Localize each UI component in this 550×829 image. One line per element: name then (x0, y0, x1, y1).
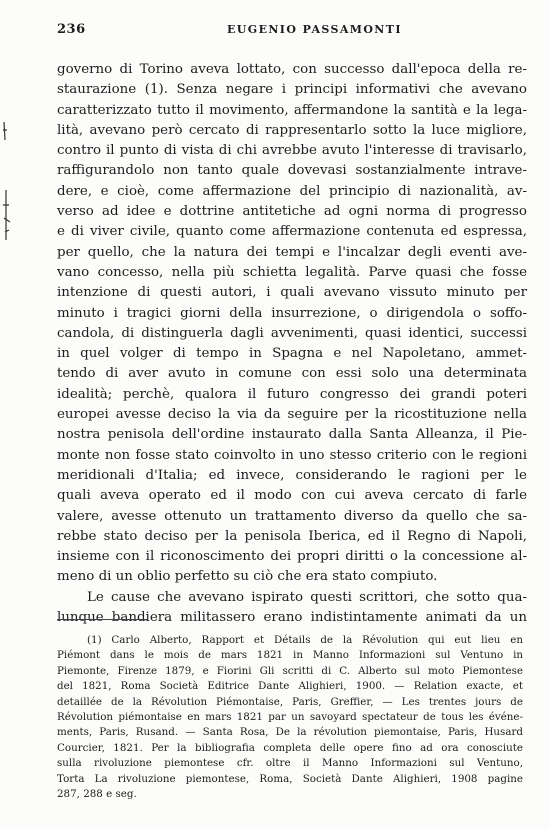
body-line: per quello, che la natura dei tempi e l'incalzar degli eventi ave- (57, 244, 527, 260)
footnote-line: (1) Carlo Alberto, Rapport et Détails de la Révolution qui eut lieu en (87, 634, 523, 646)
body-line: dere, e cioè, come affermazione del principio di nazionalità, av- (57, 183, 527, 199)
body-line: meno di un oblio perfetto su ciò che era stato compiuto. (57, 569, 438, 585)
footnote-line: detaillée de la Révolution Piémontaise, Paris, Greffier, — Les trentes jours de (57, 695, 523, 708)
page-header (57, 22, 525, 40)
body-line: insieme con il riconoscimento dei propri diritti o la concessione al- (57, 549, 527, 565)
body-line: lunque bandiera militassero erano indistintamente animati da un (57, 610, 527, 626)
footnote-line: Torta La rivoluzione piemontese, Roma, Società Dante Alighieri, 1908 pagine (57, 772, 523, 785)
body-line: verso ad idee e dottrine antitetiche ad ogni norma di progresso (57, 204, 527, 220)
footnote-rule (57, 619, 147, 620)
footnote-line: Piémont dans le mois de mars 1821 in Manno Informazioni sul Ventuno in (57, 649, 523, 662)
body-line: monte non fosse stato coinvolto in uno stesso criterio con le regioni (57, 447, 527, 463)
body-line: candola, di distinguerla dagli avvenimenti, quasi identici, successi (57, 325, 527, 341)
margin-marks (0, 110, 20, 250)
body-line: governo di Torino aveva lottato, con successo dall'epoca della re- (57, 62, 527, 77)
running-head: EUGENIO PASSAMONTI (227, 23, 402, 36)
body-line: lità, avevano però cercato di rappresentarlo sotto la luce migliore, (57, 122, 527, 138)
footnote-line: Courcier, 1821. Per la bibliografia completa delle opere fino ad ora conosciute (57, 741, 523, 754)
body-line: nostra penisola dell'ordine instaurato dalla Santa Alleanza, il Pie- (57, 427, 527, 443)
footnote-line: ments, Paris, Rusand. — Santa Rosa, De la révolution piemontaise, Paris, Husard (57, 726, 523, 739)
body-line: raffigurandolo non tanto quale dovevasi sostanzialmente intrave- (57, 163, 527, 179)
body-line: vano concesso, nella più schietta legalità. Parve quasi che fosse (57, 264, 527, 280)
body-line: rebbe stato deciso per la penisola Iberica, ed il Regno di Napoli, (57, 528, 527, 544)
body-line: staurazione (1). Senza negare i principi informativi che avevano (57, 82, 527, 98)
body-line: Le cause che avevano ispirato questi scrittori, che sotto qua- (87, 589, 527, 605)
footnote-line: del 1821, Roma Società Editrice Dante Alighieri, 1900. — Relation exacte, et (57, 680, 523, 693)
footnote-line: Piemonte, Firenze 1879, e Fiorini Gli scritti di C. Alberto sul moto Piemontese (57, 664, 523, 677)
margin-marks-graphic (0, 110, 20, 250)
body-text (57, 60, 527, 628)
page-number: 236 (57, 22, 86, 37)
footnotes (57, 633, 523, 802)
body-line: minuto i tragici giorni della insurrezione, o dirigendola o soffo- (57, 305, 527, 321)
body-line: tendo di aver avuto in comune con essi solo una determinata (57, 366, 527, 382)
body-line: caratterizzato tutto il movimento, affermandone la santità e la lega- (57, 102, 527, 118)
body-line: quali aveva operato ed il modo con cui aveva cercato di farle (57, 488, 527, 504)
body-line: meridionali d'Italia; ed invece, considerando le ragioni per le (57, 467, 527, 483)
footnote-line: Révolution piémontaise en mars 1821 par un savoyard spectateur de tous les événe- (57, 710, 523, 723)
body-line: e di viver civile, quanto come affermazione contenuta ed espressa, (57, 224, 527, 240)
body-line: in quel volger di tempo in Spagna e nel Napoletano, ammet- (57, 346, 527, 362)
footnote-line: sulla rivoluzione piemontese cfr. oltre il Manno Informazioni sul Ventuno, (57, 757, 523, 770)
body-line: europei avesse deciso la via da seguire per la ricostituzione nella (57, 407, 527, 423)
body-line: intenzione di questi autori, i quali avevano vissuto minuto per (57, 285, 527, 301)
body-line: valere, avesse ottenuto un trattamento diverso da quello che sa- (57, 508, 527, 524)
body-line: contro il punto di vista di chi avrebbe avuto l'interesse di travisarlo, (57, 143, 527, 159)
footnote-line: 287, 288 e seg. (57, 787, 137, 800)
body-line: idealità; perchè, qualora il futuro congresso dei grandi poteri (57, 386, 527, 402)
